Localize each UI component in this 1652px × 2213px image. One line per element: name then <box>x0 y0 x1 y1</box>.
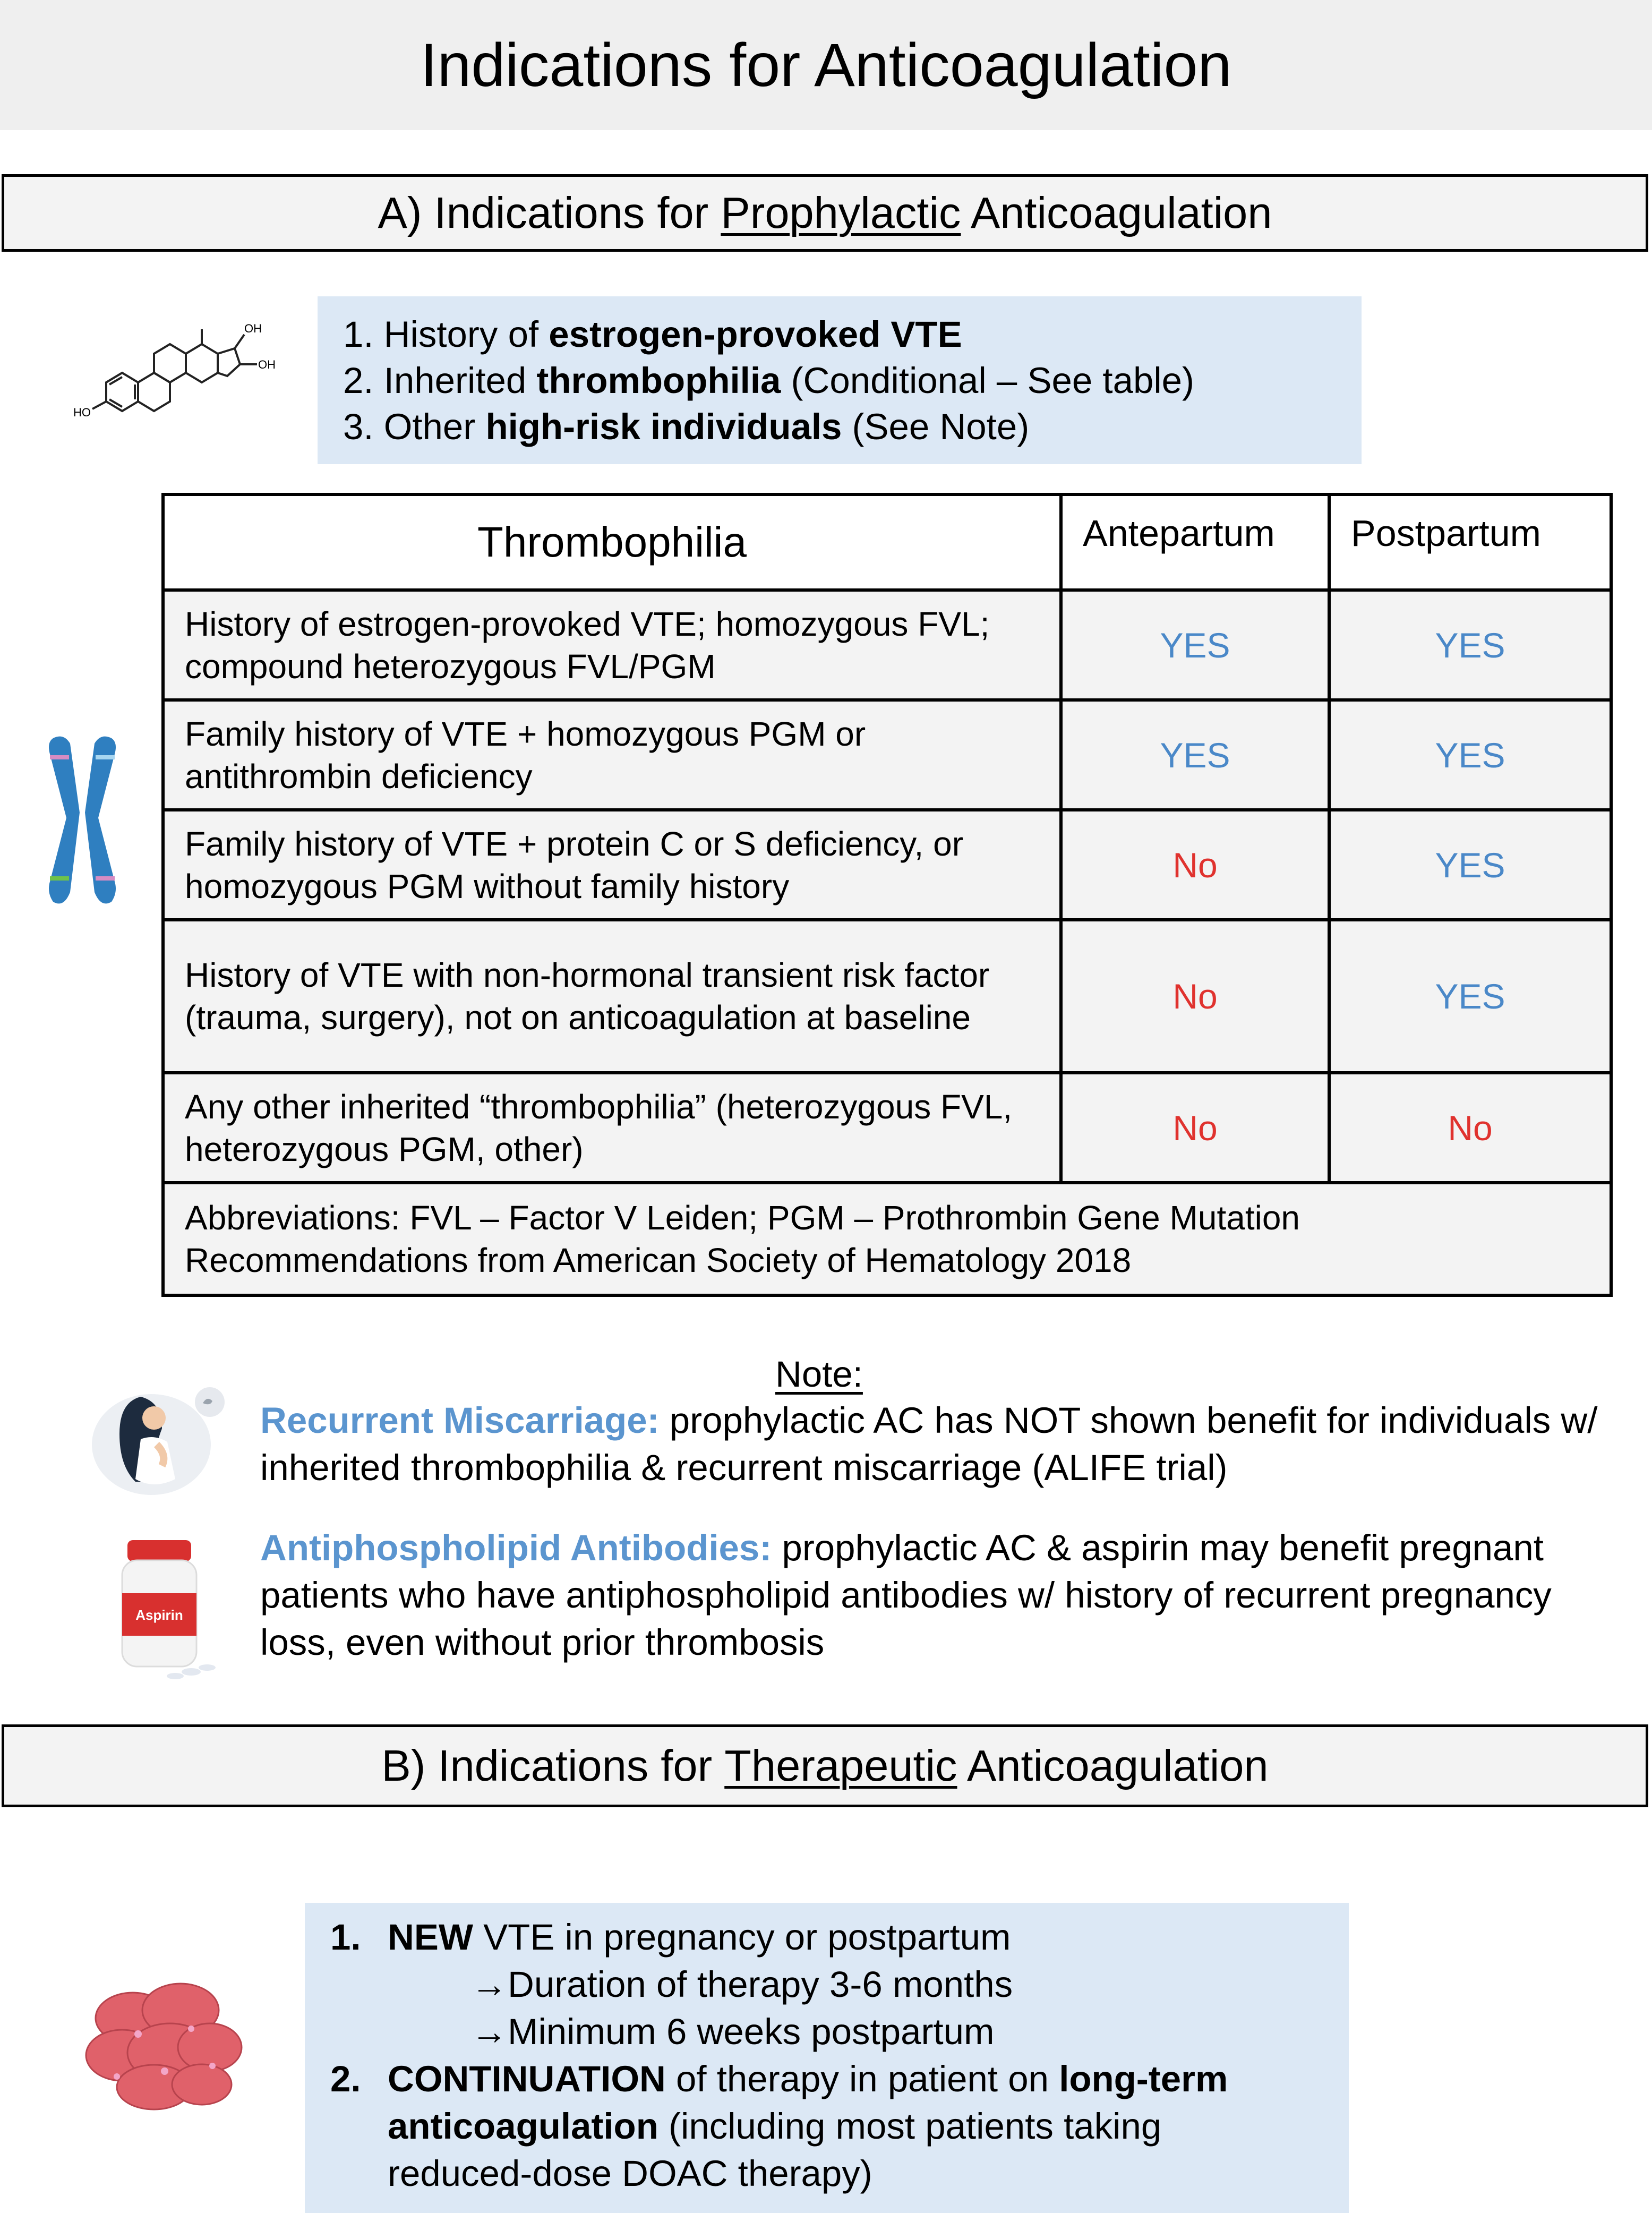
list-item-continuation <box>330 2103 1349 2150</box>
thrombophilia-table <box>161 493 1613 1297</box>
aspirin-bottle-icon <box>106 1535 223 1684</box>
section-b-suffix: Anticoagulation <box>957 1741 1269 1790</box>
estradiol-molecule-icon <box>69 303 292 441</box>
list-number: 2. <box>330 2058 361 2099</box>
molecule-label-oh-1: OH <box>244 322 262 335</box>
table-cell-postpartum: YES <box>1329 590 1611 700</box>
list-item-continuation: reduced-dose DOAC therapy) <box>388 2153 872 2194</box>
list-item-bold: anticoagulation <box>388 2106 658 2147</box>
list-item-bold: estrogen-provoked VTE <box>549 314 962 355</box>
distressed-woman-icon <box>90 1375 228 1498</box>
table-cell-condition: History of estrogen-provoked VTE; homozygous FVL; compound heterozygous FVL/PGM <box>163 590 1061 700</box>
list-item-bold: high-risk individuals <box>485 406 842 447</box>
section-b-header <box>2 1724 1648 1807</box>
list-item <box>330 1913 1349 1961</box>
list-subitem: →Minimum 6 weeks postpartum <box>471 2011 995 2052</box>
list-item-text: 2. Inherited <box>343 360 537 401</box>
list-subitem: →Duration of therapy 3-6 months <box>471 1964 1013 2005</box>
note-item-text: prophylactic AC & aspirin may benefit pregnant patients who have antiphospholipid antibodies w/ history of recurrent pregnancy loss, even without prior thrombosis <box>260 1527 1562 1663</box>
list-item-text: 1. History of <box>343 314 549 355</box>
table-cell-postpartum: YES <box>1329 810 1611 920</box>
section-a-underlined: Prophylactic <box>721 188 961 237</box>
note-item-text: prophylactic AC has NOT shown benefit for individuals w/ inherited thrombophilia & recurrent miscarriage (ALIFE trial) <box>260 1400 1608 1488</box>
note-item-recurrent-miscarriage <box>260 1397 1620 1491</box>
table-row <box>163 1073 1611 1183</box>
note-item-head: Recurrent Miscarriage: <box>260 1400 660 1441</box>
table-header-antepartum: Antepartum <box>1061 494 1329 590</box>
aspirin-label: Aspirin <box>135 1607 183 1623</box>
table-cell-condition: Family history of VTE + homozygous PGM or antithrombin deficiency <box>163 700 1061 810</box>
table-cell-postpartum: YES <box>1329 700 1611 810</box>
list-item-bold: thrombophilia <box>536 360 781 401</box>
list-item <box>343 311 1362 357</box>
footnote-abbreviations: Abbreviations: FVL – Factor V Leiden; PGM – Prothrombin Gene Mutation <box>185 1199 1300 1237</box>
table-footnote <box>163 1183 1611 1295</box>
section-b-prefix: B) Indications for <box>381 1741 725 1790</box>
table-row <box>163 810 1611 920</box>
footnote-source: Recommendations from American Society of Hematology 2018 <box>185 1241 1132 1279</box>
list-item-text: (See Note) <box>842 406 1030 447</box>
table-cell-antepartum: No <box>1061 810 1329 920</box>
table-row <box>163 700 1611 810</box>
list-item <box>330 2055 1349 2103</box>
table-cell-antepartum: No <box>1061 1073 1329 1183</box>
prophylactic-indications-list <box>318 296 1362 464</box>
table-cell-antepartum: YES <box>1061 700 1329 810</box>
table-row <box>163 920 1611 1073</box>
therapeutic-indications-list <box>305 1903 1349 2213</box>
table-cell-antepartum: YES <box>1061 590 1329 700</box>
table-cell-postpartum: YES <box>1329 920 1611 1073</box>
list-number: 1. <box>330 1917 361 1958</box>
list-item-text: of therapy in patient on <box>665 2058 1059 2099</box>
section-b-underlined: Therapeutic <box>724 1741 957 1790</box>
note-title: Note: <box>775 1354 863 1395</box>
table-footnote-row <box>163 1183 1611 1295</box>
note-item-head: Antiphospholipid Antibodies: <box>260 1527 772 1568</box>
table-cell-condition: Family history of VTE + protein C or S deficiency, or homozygous PGM without family history <box>163 810 1061 920</box>
table-header-thrombophilia: Thrombophilia <box>163 494 1061 590</box>
table-cell-antepartum: No <box>1061 920 1329 1073</box>
list-item-text: (Conditional – See table) <box>781 360 1195 401</box>
table-cell-condition: Any other inherited “thrombophilia” (heterozygous FVL, heterozygous PGM, other) <box>163 1073 1061 1183</box>
section-a-suffix: Anticoagulation <box>961 188 1272 237</box>
table-cell-condition: History of VTE with non-hormonal transient risk factor (trauma, surgery), not on anticoagulation at baseline <box>163 920 1061 1073</box>
blood-clot-icon <box>74 1960 255 2119</box>
table-cell-postpartum: No <box>1329 1073 1611 1183</box>
list-item-bold: long-term <box>1059 2058 1228 2099</box>
list-item <box>343 404 1362 450</box>
list-item-bold: CONTINUATION <box>388 2058 666 2099</box>
section-a-prefix: A) Indications for <box>378 188 721 237</box>
molecule-label-oh-2: OH <box>258 358 276 371</box>
list-item-text: (including most patients taking <box>658 2106 1162 2147</box>
list-item-text: VTE in pregnancy or postpartum <box>473 1917 1011 1958</box>
page-title: Indications for Anticoagulation <box>0 0 1652 130</box>
note-item-antiphospholipid <box>260 1524 1620 1666</box>
table-header-postpartum: Postpartum <box>1329 494 1611 590</box>
section-a-header <box>2 174 1648 252</box>
list-item-text: 3. Other <box>343 406 486 447</box>
list-item <box>343 357 1362 404</box>
list-item-bold: NEW <box>388 1917 473 1958</box>
molecule-label-ho: HO <box>73 406 91 419</box>
table-row <box>163 590 1611 700</box>
chromosome-icon <box>42 733 122 913</box>
